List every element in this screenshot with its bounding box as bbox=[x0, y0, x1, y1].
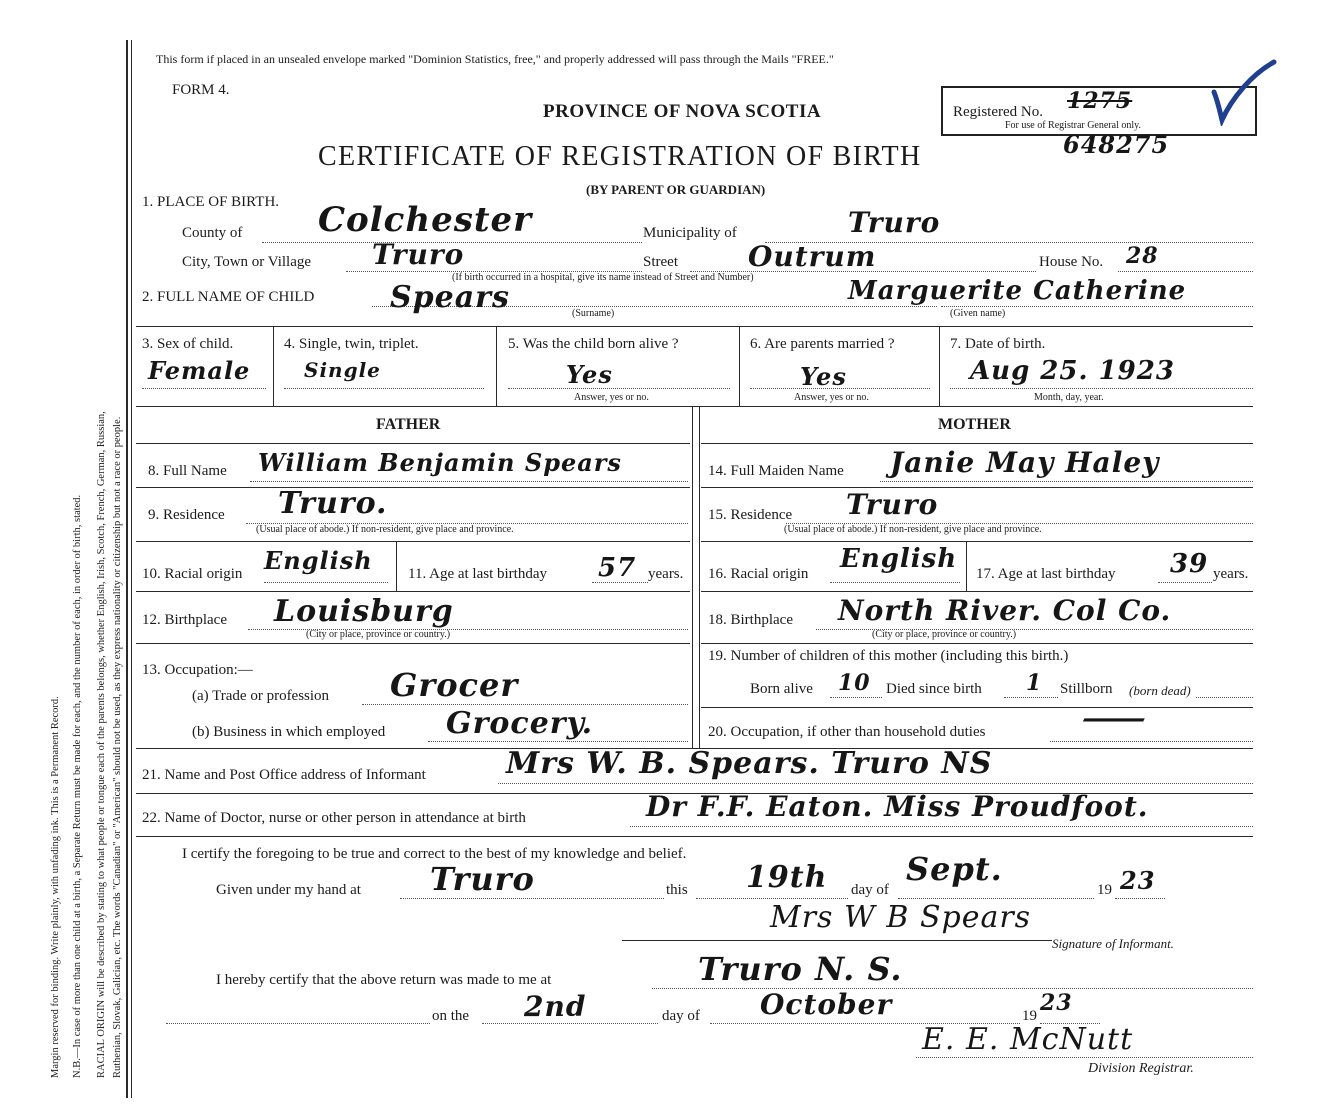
father-heading: FATHER bbox=[376, 416, 441, 433]
mother-racial-label: 16. Racial origin bbox=[708, 566, 809, 582]
father-residence-value: Truro. bbox=[278, 486, 388, 521]
street-value: Outrum bbox=[748, 240, 877, 273]
mail-notice: This form if placed in an unsealed envelope marked "Dominion Statistics, free," and properly addressed will pass through the Mails "FREE." bbox=[156, 52, 834, 66]
date-of-birth-caption: Month, day, year. bbox=[1034, 392, 1104, 403]
registered-value: 1275 bbox=[1067, 88, 1133, 114]
attendant-value: Dr F.F. Eaton. Miss Proudfoot. bbox=[646, 790, 1149, 823]
form-number: FORM 4. bbox=[172, 82, 230, 98]
mother-children-label: 19. Number of children of this mother (including this birth.) bbox=[708, 648, 1069, 664]
street-label: Street bbox=[643, 254, 678, 270]
father-age-value: 57 bbox=[598, 553, 637, 583]
child-surname-value: Spears bbox=[390, 280, 510, 315]
province-title: PROVINCE OF NOVA SCOTIA bbox=[543, 101, 822, 122]
registrar-signature: E. E. McNutt bbox=[922, 1022, 1134, 1057]
sex-value: Female bbox=[148, 356, 251, 385]
this-label: this bbox=[666, 882, 688, 898]
city-value: Truro bbox=[372, 238, 465, 271]
stillborn-label: Stillborn bbox=[1060, 681, 1113, 697]
plurality-label: 4. Single, twin, triplet. bbox=[284, 336, 419, 352]
sex-label: 3. Sex of child. bbox=[142, 336, 234, 352]
mother-birthplace-caption: (City or place, province or country.) bbox=[872, 629, 1017, 640]
registration-year-value: 23 bbox=[1040, 990, 1073, 1016]
father-residence-label: 9. Residence bbox=[148, 507, 225, 523]
registration-day-of-label: day of bbox=[662, 1008, 700, 1024]
checkmark-icon bbox=[1208, 58, 1280, 126]
mother-name-value: Janie May Haley bbox=[890, 446, 1160, 479]
born-alive-question: 5. Was the child born alive ? bbox=[508, 336, 679, 352]
mother-occupation-value: — bbox=[1080, 704, 1151, 734]
father-birthplace-label: 12. Birthplace bbox=[142, 612, 227, 628]
father-age-label: 11. Age at last birthday bbox=[408, 566, 547, 582]
given-month-value: Sept. bbox=[906, 850, 1003, 888]
given-day-value: 19th bbox=[746, 860, 828, 895]
father-racial-label: 10. Racial origin bbox=[142, 566, 243, 582]
registration-month-value: October bbox=[760, 988, 893, 1021]
child-name-label: 2. FULL NAME OF CHILD bbox=[142, 289, 315, 305]
died-since-birth-label: Died since birth bbox=[886, 681, 982, 697]
father-age-suffix: years. bbox=[648, 566, 684, 582]
margin-note-racial-origin-cont: Ruthenian, Slovak, Galician, etc. The words "Canadian" or "American" should not be used, as they express nationality or citizenship but not a race or people. bbox=[112, 416, 123, 1078]
registrar-caption: Division Registrar. bbox=[1088, 1061, 1194, 1076]
date-of-birth-value: Aug 25. 1923 bbox=[970, 356, 1175, 386]
registration-day-value: 2nd bbox=[524, 990, 587, 1023]
father-occupation-label: 13. Occupation:— bbox=[142, 662, 253, 678]
municipality-label: Municipality of bbox=[643, 225, 737, 241]
business-value: Grocery. bbox=[446, 706, 594, 741]
died-since-birth-value: 1 bbox=[1026, 670, 1043, 696]
informant-label: 21. Name and Post Office address of Informant bbox=[142, 767, 426, 783]
registrar-certify-text: I hereby certify that the above return was made to me at bbox=[216, 972, 552, 988]
on-the-label: on the bbox=[432, 1008, 470, 1024]
mother-name-label: 14. Full Maiden Name bbox=[708, 463, 844, 479]
parents-married-value: Yes bbox=[800, 362, 847, 391]
father-birthplace-value: Louisburg bbox=[274, 594, 454, 629]
child-given-caption: (Given name) bbox=[950, 308, 1006, 319]
father-birthplace-caption: (City or place, province or country.) bbox=[306, 629, 451, 640]
mother-age-suffix: years. bbox=[1213, 566, 1249, 582]
house-number-label: House No. bbox=[1039, 254, 1104, 270]
informant-value: Mrs W. B. Spears. Truro NS bbox=[506, 746, 993, 781]
born-alive-value: Yes bbox=[566, 360, 613, 389]
given-under-hand-label: Given under my hand at bbox=[216, 882, 361, 898]
business-label: (b) Business in which employed bbox=[192, 724, 386, 740]
attendant-label: 22. Name of Doctor, nurse or other person in attendance at birth bbox=[142, 810, 526, 826]
certify-text: I certify the foregoing to be true and correct to the best of my knowledge and belief. bbox=[182, 846, 687, 862]
trade-label: (a) Trade or profession bbox=[192, 688, 330, 704]
mother-residence-label: 15. Residence bbox=[708, 507, 793, 523]
mother-residence-value: Truro bbox=[846, 488, 939, 521]
given-day-of-label: day of bbox=[851, 882, 889, 898]
informant-signature-caption: Signature of Informant. bbox=[1052, 936, 1174, 951]
place-of-birth-label: 1. PLACE OF BIRTH. bbox=[142, 194, 280, 210]
binding-line-inner bbox=[131, 40, 132, 1098]
given-year-value: 23 bbox=[1120, 866, 1156, 895]
certificate-subtitle: (BY PARENT OR GUARDIAN) bbox=[586, 182, 766, 197]
informant-signature: Mrs W B Spears bbox=[770, 900, 1032, 935]
margin-note-racial-origin: RACIAL ORIGIN will be described by stating to what people or tongue each of the parents belongs, whether English, Irish, Scotch, French, German, Russian, bbox=[96, 411, 107, 1078]
margin-note-binding: Margin reserved for binding. Write plainly, with unfading ink. This is a Permanent Record. bbox=[50, 696, 61, 1078]
born-alive-caption: Answer, yes or no. bbox=[574, 392, 649, 403]
father-name-label: 8. Full Name bbox=[148, 463, 227, 479]
registrar-place-value: Truro N. S. bbox=[698, 950, 903, 988]
binding-line-outer bbox=[126, 40, 128, 1098]
parents-married-question: 6. Are parents married ? bbox=[750, 336, 895, 352]
registered-label: Registered No. bbox=[953, 104, 1043, 120]
city-label: City, Town or Village bbox=[182, 254, 312, 270]
mother-age-value: 39 bbox=[1170, 549, 1209, 579]
registration-number: 648275 bbox=[1063, 130, 1170, 159]
parents-married-caption: Answer, yes or no. bbox=[794, 392, 869, 403]
margin-note-multiple-births: N.B.—In case of more than one child at a birth, a Separate Return must be made for each, and the number of each, in order of birth, stated. bbox=[72, 494, 83, 1078]
mother-birthplace-label: 18. Birthplace bbox=[708, 612, 793, 628]
registration-year-prefix: 19 bbox=[1022, 1008, 1037, 1024]
mother-occupation-label: 20. Occupation, if other than household duties bbox=[708, 724, 986, 740]
born-alive-count-value: 10 bbox=[838, 670, 871, 696]
municipality-value: Truro bbox=[848, 206, 941, 239]
registered-note: For use of Registrar General only. bbox=[1005, 120, 1141, 131]
father-racial-value: English bbox=[264, 546, 373, 575]
mother-age-label: 17. Age at last birthday bbox=[976, 566, 1116, 582]
column-divider bbox=[692, 406, 693, 748]
father-residence-caption: (Usual place of abode.) If non-resident, give place and province. bbox=[256, 524, 514, 535]
county-value: Colchester bbox=[318, 200, 533, 240]
mother-birthplace-value: North River. Col Co. bbox=[838, 594, 1172, 627]
hospital-note: (If birth occurred in a hospital, give its name instead of Street and Number) bbox=[452, 272, 754, 283]
plurality-value: Single bbox=[304, 358, 381, 382]
born-alive-count-label: Born alive bbox=[750, 681, 813, 697]
stillborn-note: (born dead) bbox=[1129, 683, 1191, 698]
child-surname-caption: (Surname) bbox=[572, 308, 615, 319]
given-place-value: Truro bbox=[430, 860, 535, 898]
father-name-value: William Benjamin Spears bbox=[258, 448, 622, 477]
county-label: County of bbox=[182, 225, 243, 241]
trade-value: Grocer bbox=[390, 666, 519, 704]
child-given-value: Marguerite Catherine bbox=[848, 276, 1187, 306]
given-year-prefix: 19 bbox=[1097, 882, 1112, 898]
mother-racial-value: English bbox=[840, 544, 958, 574]
mother-residence-caption: (Usual place of abode.) If non-resident, give place and province. bbox=[784, 524, 1042, 535]
house-number-value: 28 bbox=[1126, 243, 1159, 269]
mother-heading: MOTHER bbox=[938, 416, 1011, 433]
date-of-birth-label: 7. Date of birth. bbox=[950, 336, 1046, 352]
certificate-title: CERTIFICATE OF REGISTRATION OF BIRTH bbox=[318, 141, 922, 172]
